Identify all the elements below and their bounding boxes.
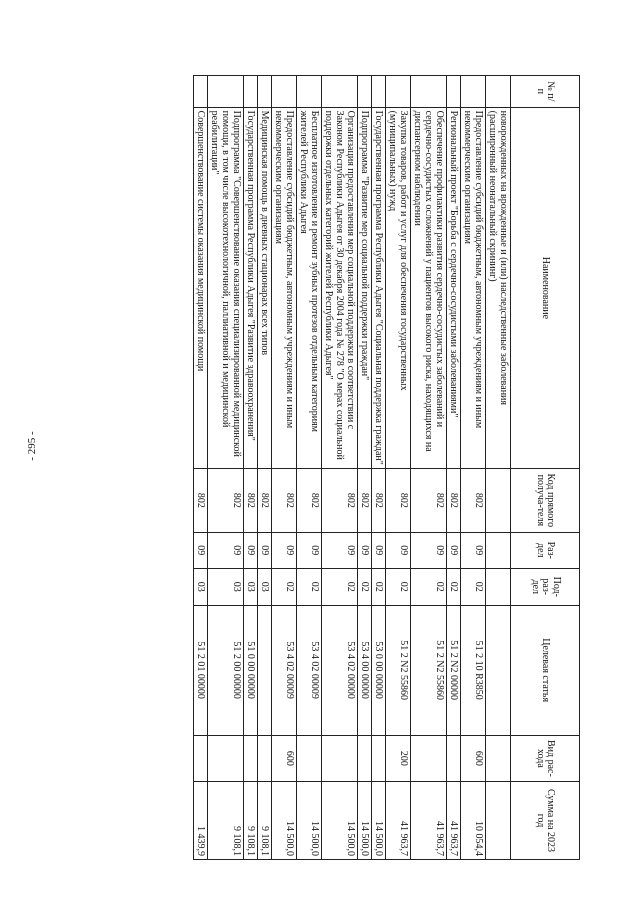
table-row (358, 76, 372, 860)
cell-name: Подпрограмма "Совершенствование оказания специализированной медицинской помощи, в том числе высокотехнологичной, паллиативной и медицинской реабилитации" (208, 107, 244, 469)
cell-expense-type (208, 735, 244, 781)
cell-recipient-code: 802 (258, 469, 272, 532)
cell-name: Подпрограмма "Развитие мер социальной поддержки граждан" (358, 107, 372, 469)
cell-recipient-code: 802 (322, 469, 358, 532)
cell-recipient-code: 802 (358, 469, 372, 532)
cell-amount (486, 782, 511, 860)
cell-number (208, 76, 244, 108)
cell-expense-type (358, 735, 372, 781)
header-amount: Сумма на 2023 год (511, 782, 580, 860)
cell-expense-type (194, 735, 208, 781)
cell-number (386, 76, 411, 108)
header-name: Наименование (511, 107, 580, 469)
cell-amount: 14 500,0 (272, 782, 297, 860)
cell-section: 09 (358, 532, 372, 569)
table-header (511, 76, 580, 860)
table-row (194, 76, 208, 860)
cell-target-article: 51 2 01 00000 (194, 605, 208, 735)
cell-number (194, 76, 208, 108)
header-target-article: Целевая статья (511, 605, 580, 735)
cell-number (272, 76, 297, 108)
cell-target-article: 51 2 10 R3850 (461, 605, 486, 735)
cell-subsection: 02 (272, 569, 297, 606)
table-row (244, 76, 258, 860)
cell-number (322, 76, 358, 108)
cell-amount: 9 108,1 (208, 782, 244, 860)
cell-section: 09 (411, 532, 447, 569)
cell-subsection: 03 (258, 569, 272, 606)
cell-expense-type (244, 735, 258, 781)
cell-subsection: 02 (297, 569, 322, 606)
cell-section: 09 (194, 532, 208, 569)
cell-amount: 14 500,0 (358, 782, 372, 860)
cell-number (244, 76, 258, 108)
header-number: № п/п (511, 76, 580, 108)
table-row (372, 76, 386, 860)
cell-expense-type (486, 735, 511, 781)
cell-expense-type (447, 735, 461, 781)
cell-section: 09 (297, 532, 322, 569)
cell-target-article: 53 4 02 00009 (297, 605, 322, 735)
cell-subsection: 02 (358, 569, 372, 606)
cell-target-article: 53 0 00 00000 (372, 605, 386, 735)
cell-number (447, 76, 461, 108)
cell-recipient-code: 802 (372, 469, 386, 532)
cell-section: 09 (447, 532, 461, 569)
cell-number (486, 76, 511, 108)
cell-expense-type: 600 (461, 735, 486, 781)
cell-recipient-code: 802 (244, 469, 258, 532)
cell-recipient-code: 802 (297, 469, 322, 532)
cell-section: 09 (272, 532, 297, 569)
table-row (297, 76, 322, 860)
cell-target-article: 51 2 N2 55860 (411, 605, 447, 735)
cell-name: Предоставление субсидий бюджетным, автономным учреждениям и иным некоммерческим организациям (461, 107, 486, 469)
cell-amount: 14 500,0 (322, 782, 358, 860)
cell-subsection: 02 (447, 569, 461, 606)
table-row (447, 76, 461, 860)
cell-recipient-code: 802 (461, 469, 486, 532)
cell-target-article: 53 4 02 00000 (322, 605, 358, 735)
cell-recipient-code: 802 (386, 469, 411, 532)
cell-recipient-code: 802 (447, 469, 461, 532)
cell-target-article: 51 2 N2 55860 (386, 605, 411, 735)
cell-amount: 14 500,0 (372, 782, 386, 860)
cell-expense-type: 200 (386, 735, 411, 781)
table-row (461, 76, 486, 860)
cell-recipient-code (486, 469, 511, 532)
cell-name: Государственная программа Республики Адыгея "Развитие здравоохранения" (244, 107, 258, 469)
cell-amount: 1 439,9 (194, 782, 208, 860)
table-row (258, 76, 272, 860)
cell-section (486, 532, 511, 569)
cell-section: 09 (322, 532, 358, 569)
cell-number (411, 76, 447, 108)
cell-name: Медицинская помощь в дневных стационарах всех типов (258, 107, 272, 469)
budget-table-page (142, 75, 580, 860)
table-row (208, 76, 244, 860)
cell-number (297, 76, 322, 108)
cell-name: Государственная программа Республики Адыгея "Социальная поддержка граждан" (372, 107, 386, 469)
table-row (272, 76, 297, 860)
cell-target-article (486, 605, 511, 735)
cell-recipient-code: 802 (194, 469, 208, 532)
cell-target-article: 53 4 00 00000 (358, 605, 372, 735)
cell-name: Совершенствование системы оказания медицинской помощи (194, 107, 208, 469)
cell-name: Региональный проект "Борьба с сердечно-сосудистыми заболеваниями" (447, 107, 461, 469)
cell-recipient-code: 802 (208, 469, 244, 532)
cell-subsection: 02 (322, 569, 358, 606)
cell-amount: 9 108,1 (244, 782, 258, 860)
table-row (411, 76, 447, 860)
cell-expense-type (322, 735, 358, 781)
cell-name: новорожденных на врожденные и (или) наследственные заболевания (расширенный неонатальный скрининг) (486, 107, 511, 469)
cell-section: 09 (208, 532, 244, 569)
cell-target-article: 51 2 N2 00000 (447, 605, 461, 735)
cell-subsection: 02 (411, 569, 447, 606)
cell-subsection (486, 569, 511, 606)
cell-target-article: 51 0 00 00000 (244, 605, 258, 735)
cell-name: Предоставление субсидий бюджетным, автономным учреждениям и иным некоммерческим организациям (272, 107, 297, 469)
cell-section: 09 (244, 532, 258, 569)
cell-number (258, 76, 272, 108)
cell-amount: 9 108,1 (258, 782, 272, 860)
cell-target-article (258, 605, 272, 735)
budget-table (193, 75, 580, 860)
cell-section: 09 (258, 532, 272, 569)
cell-subsection: 03 (208, 569, 244, 606)
cell-target-article: 51 2 00 00000 (208, 605, 244, 735)
cell-expense-type (411, 735, 447, 781)
cell-expense-type: 600 (272, 735, 297, 781)
cell-expense-type (297, 735, 322, 781)
table-body (194, 76, 511, 860)
cell-amount: 41 963,7 (411, 782, 447, 860)
cell-target-article: 53 4 02 00009 (272, 605, 297, 735)
cell-number (461, 76, 486, 108)
cell-name: Бесплатное изготовление и ремонт зубных протезов отдельным категориям жителей Республики Адыгея (297, 107, 322, 469)
cell-section: 09 (461, 532, 486, 569)
table-row (486, 76, 511, 860)
cell-section: 09 (372, 532, 386, 569)
cell-amount: 41 963,7 (447, 782, 461, 860)
table-row (386, 76, 411, 860)
cell-subsection: 03 (194, 569, 208, 606)
cell-amount: 10 054,4 (461, 782, 486, 860)
cell-number (372, 76, 386, 108)
cell-name: Закупка товаров, работ и услуг для обеспечения государственных (муниципальных) нужд (386, 107, 411, 469)
header-expense-type: Вид рас-хода (511, 735, 580, 781)
cell-recipient-code: 802 (411, 469, 447, 532)
table-row (322, 76, 358, 860)
cell-expense-type (372, 735, 386, 781)
cell-amount: 14 500,0 (297, 782, 322, 860)
cell-subsection: 03 (244, 569, 258, 606)
header-section: Раз-дел (511, 532, 580, 569)
cell-subsection: 02 (461, 569, 486, 606)
cell-subsection: 02 (372, 569, 386, 606)
cell-section: 09 (386, 532, 411, 569)
header-recipient-code: Код прямого получа-теля (511, 469, 580, 532)
cell-recipient-code: 802 (272, 469, 297, 532)
cell-name: Обеспечение профилактики развития сердечно-сосудистых заболеваний и сердечно-сосудистых осложнений у пациентов высокого риска, находящихся на диспансерном наблюдении (411, 107, 447, 469)
cell-expense-type (258, 735, 272, 781)
cell-subsection: 02 (386, 569, 411, 606)
cell-name: Организация предоставления мер социальной поддержки в соответствии с Законом Республики Адыгея от 30 декабря 2004 года № 278 "О мерах социальной поддержки отдельных категорий жителей Республики Адыгея" (322, 107, 358, 469)
page-number: - 295 - (26, 431, 38, 461)
cell-amount: 41 963,7 (386, 782, 411, 860)
cell-number (358, 76, 372, 108)
header-subsection: Под-раз-дел (511, 569, 580, 606)
